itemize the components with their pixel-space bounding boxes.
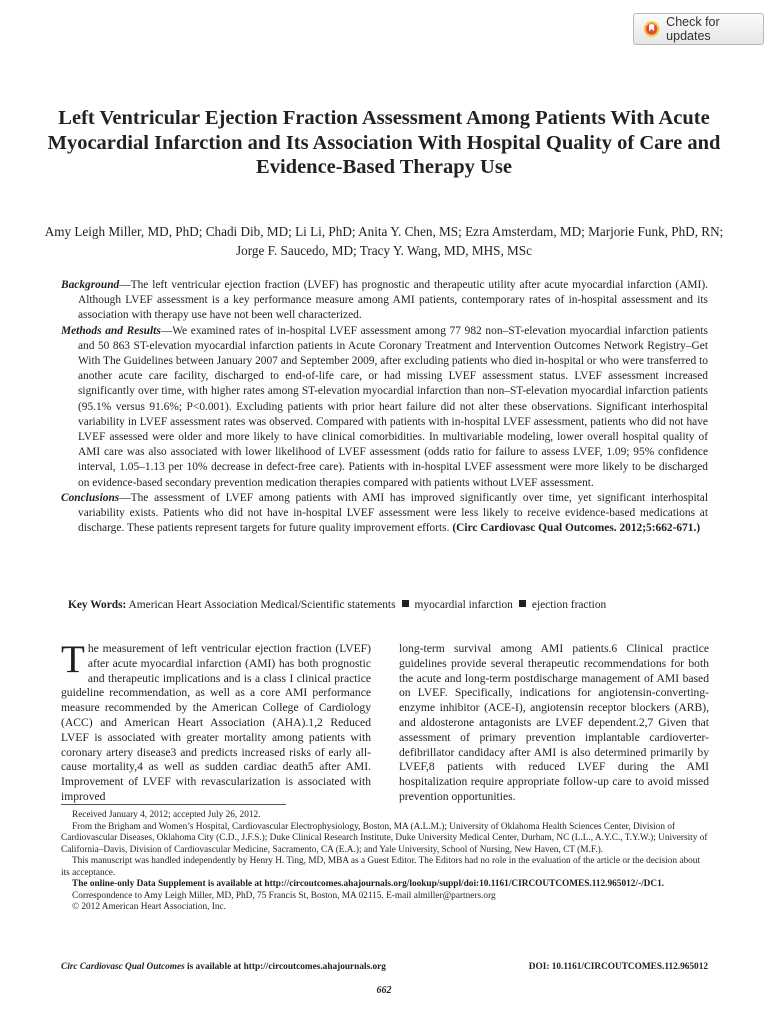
abstract-background-text: —The left ventricular ejection fraction (LVEF) has prognostic and therapeutic utility after acute myocardial infarction (AMI). Although LVEF assessment is a key performance measure among AMI patients, contemporary rates of in-hospital assessment and its association with therapy use have not been well characterized. (78, 279, 708, 322)
abstract-methods (61, 324, 708, 491)
footnote-affiliations: From the Brigham and Women’s Hospital, Cardiovascular Electrophysiology, Boston, MA (A.L.M.); University of Oklahoma Health Sciences Center, Division of Cardiovascular Diseases, Oklahoma City (C.D., J.F.S.); Duke Clinical Research Institute, Duke University Medical Center, Durham, NC (L.L., A.Y.C., T.Y.W.); University of California–Davis, Division of Cardiovascular Medicine, Sacramento, CA (E.A.); and Yale University, School of Nursing, New Haven, CT (M.F.). (61, 821, 708, 855)
abstract (61, 278, 708, 536)
abstract-background-heading: Background (61, 279, 120, 291)
footer-journal-name: Circ Cardiovasc Qual Outcomes (61, 962, 185, 972)
footnote-divider (61, 804, 286, 805)
keyword: American Heart Association Medical/Scientific statements (128, 599, 396, 611)
abstract-methods-heading: Methods and Results (61, 324, 161, 337)
body-text-right: long-term survival among AMI patients.6 Clinical practice guidelines provide several therapeutic recommendations for both the acute and long-term postdischarge management of AMI based on LVEF. Specifically, indications for angiotensin-converting-enzyme inhibitor (ACE-I), angiotensin receptor blockers (ARB), and aldosterone antagonists are LVEF dependent.2,7 Given that assessment of primary prevention implantable cardioverter-defibrillator candidacy after AMI is also determined primarily by LVEF,8 patients with reduced LVEF during the AMI hospitalization require appropriate follow-up care to avoid missed prevention opportunities. (399, 642, 709, 803)
abstract-methods-text: —We examined rates of in-hospital LVEF assessment among 77 982 non–ST-elevation myocardial infarction patients and 50 863 ST-elevation myocardial infarction patients in Acute Coronary Treatment and Intervention Outcomes Network Registry–Get With The Guidelines between January 2007 and September 2009, after excluding patients who died in-hospital or who were transferred to another acute care facility, discharged to end-of-life care, or had missing LVEF assessment status. LVEF assessment increased significantly over time, with higher rates among ST-elevation myocardial infarction than non–ST-elevation myocardial infarction patients (95.1% versus 91.6%; P<0.001). Excluding patients with prior heart failure did not alter these observations. Significant interhospital variability in LVEF assessment rates was observed. Compared with patients with in-hospital LVEF assessment, patients who did not have LVEF assessed were older and more likely to have clinical comorbidities. In multivariable modeling, lower overall hospital quality of AMI care was also associated with lower likelihood of LVEF assessment (odds ratio for failure to assess LVEF, 1.09; 95% confidence interval, 1.05–1.13 per 10% decrease in defect-free care). Patients with in-hospital LVEF assessment were more likely to be discharged on evidence-based secondary prevention medication therapies compared with patients without LVEF assessment. (78, 324, 708, 489)
body-column-left (61, 638, 371, 805)
square-bullet-icon (402, 600, 409, 607)
abstract-conclusions-heading: Conclusions (61, 491, 120, 504)
body-text-left: he measurement of left ventricular ejection fraction (LVEF) after acute myocardial infarction (AMI) has both prognostic and therapeutic implications and is a class I clinical practice guideline recommendation, as well as a core AMI performance measure recommended by the American College of Cardiology (ACC) and American Heart Association (AHA).1,2 Reduced LVEF is associated with greater mortality among patients with coronary artery disease3 and predicts increased risks of early all-cause mortality,4 as well as sudden cardiac death5 after AMI. Improvement of LVEF with revascularization is associated with improved (61, 642, 371, 803)
crossmark-icon (643, 20, 660, 38)
page-number: 662 (376, 985, 392, 996)
check-for-updates-label: Check for updates (666, 15, 720, 43)
author-list: Amy Leigh Miller, MD, PhD; Chadi Dib, MD; Li Li, PhD; Anita Y. Chen, MS; Ezra Amsterdam, MD; Marjorie Funk, PhD, RN; Jorge F. Saucedo, MD; Tracy Y. Wang, MD, MHS, MSc (44, 224, 724, 258)
footnotes (61, 810, 708, 914)
footnote-editor: This manuscript was handled independently by Henry H. Ting, MD, MBA as a Guest Editor. The Editors had no role in the evaluation of the article or the decision about its acceptance. (61, 856, 701, 878)
drop-cap: T (61, 638, 85, 681)
abstract-citation: (Circ Cardiovasc Qual Outcomes. 2012;5:662-671.) (452, 522, 701, 535)
check-for-updates-button[interactable] (633, 13, 764, 45)
abstract-conclusions-text: —The assessment of LVEF among patients with AMI has improved significantly over time, yet significant interhospital variability exists. Patients who did not have in-hospital LVEF assessment were less likely to receive evidence-based medications at discharge. These patients represent targets for future quality improvement efforts. (78, 491, 708, 535)
footnote-correspondence: Correspondence to Amy Leigh Miller, MD, PhD, 75 Francis St, Boston, MA 02115. E-mail almiller@partners.org (72, 890, 496, 901)
abstract-background (61, 278, 708, 324)
article-title: Left Ventricular Ejection Fraction Assessment Among Patients With Acute Myocardial Infarction and Its Association With Hospital Quality of Care and Evidence-Based Therapy Use (47, 107, 721, 178)
square-bullet-icon (519, 600, 526, 607)
key-words-label: Key Words: (68, 599, 127, 611)
footnote-received: Received January 4, 2012; accepted July 26, 2012. (72, 810, 261, 820)
abstract-conclusions (61, 491, 708, 537)
footnote-copyright: © 2012 American Heart Association, Inc. (72, 902, 226, 912)
footnote-supplement (61, 879, 708, 891)
keyword: ejection fraction (531, 599, 607, 611)
supplement-link[interactable]: The online-only Data Supplement is available at http://circoutcomes.ahajournals.org/lookup/suppl/doi:10.1161/CIRCOUTCOMES.112.965012/-/DC1. (72, 879, 665, 889)
body-column-right (399, 642, 709, 805)
footer-doi: DOI: 10.1161/CIRCOUTCOMES.112.965012 (528, 962, 708, 972)
page-footer (61, 962, 708, 972)
footer-journal-url[interactable]: is available at http://circoutcomes.ahajournals.org (184, 962, 386, 972)
keyword: myocardial infarction (414, 599, 513, 611)
key-words (68, 597, 728, 613)
footer-journal (61, 962, 386, 972)
